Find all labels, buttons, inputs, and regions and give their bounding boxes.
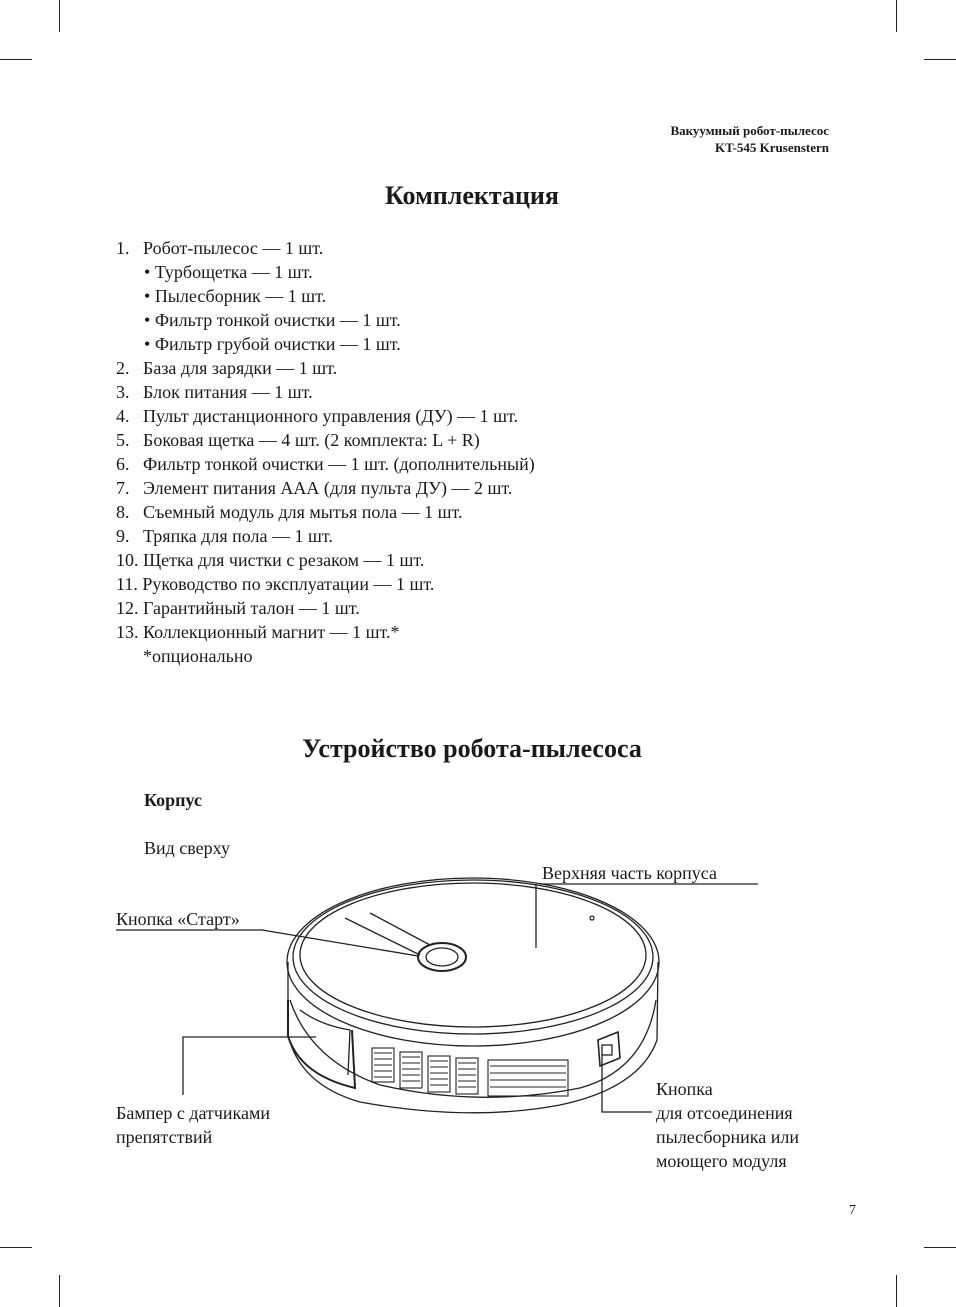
list-item: 3. Блок питания — 1 шт. xyxy=(116,382,313,402)
label-start-button: Кнопка «Старт» xyxy=(116,909,240,929)
list-item: 1. Робот-пылесос — 1 шт. xyxy=(116,238,324,258)
list-sub-item: • Пылесборник — 1 шт. xyxy=(144,286,327,306)
list-item: 13. Коллекционный магнит — 1 шт.* xyxy=(116,622,400,642)
list-sub-item: • Фильтр тонкой очистки — 1 шт. xyxy=(144,310,401,330)
optional-note: *опционально xyxy=(143,646,253,666)
list-item: 11. Руководство по эксплуатации — 1 шт. xyxy=(116,574,435,594)
view-caption: Вид сверху xyxy=(144,838,230,858)
list-sub-item: • Турбощетка — 1 шт. xyxy=(144,262,313,282)
list-item: 7. Элемент питания ААА (для пульта ДУ) — 2 шт. xyxy=(116,478,513,498)
label-bumper: Бампер с датчиками препятствий xyxy=(116,1103,271,1147)
list-sub-item: • Фильтр грубой очистки — 1 шт. xyxy=(144,334,401,354)
list-item: 10. Щетка для чистки с резаком — 1 шт. xyxy=(116,550,425,570)
header-product-type: Вакуумный робот-пылесос xyxy=(670,123,829,138)
list-item: 2. База для зарядки — 1 шт. xyxy=(116,358,338,378)
sensor-dot xyxy=(590,916,594,920)
top-cover-highlight xyxy=(370,913,430,945)
top-cover-edge xyxy=(293,880,653,1034)
list-item: 9. Тряпка для пола — 1 шт. xyxy=(116,526,333,546)
label-release-button: Кнопка для отсоединения пылесборника или моющего модуля xyxy=(656,1079,799,1171)
list-item: 4. Пульт дистанционного управления (ДУ) — 1 шт. xyxy=(116,406,519,426)
bumper xyxy=(288,1000,355,1088)
leader-release-button xyxy=(602,1055,652,1112)
release-button xyxy=(598,1032,620,1066)
top-cover-panel xyxy=(300,883,646,1027)
list-item: 6. Фильтр тонкой очистки — 1 шт. (дополнительный) xyxy=(116,454,535,474)
release-button-icon xyxy=(602,1045,612,1055)
body-side-seam xyxy=(290,1000,656,1097)
page-number: 7 xyxy=(849,1203,856,1218)
start-button-ring xyxy=(418,943,466,971)
list-item: 8. Съемный модуль для мытья пола — 1 шт. xyxy=(116,502,463,522)
list-item: 5. Боковая щетка — 4 шт. (2 комплекта: L + R) xyxy=(116,430,480,450)
leader-bumper xyxy=(183,1037,316,1095)
subsection-title-body: Корпус xyxy=(144,790,202,810)
leader-start-button xyxy=(116,930,418,956)
start-button-icon xyxy=(426,948,458,966)
section-title-contents: Комплектация xyxy=(385,181,559,210)
label-top-cover: Верхняя часть корпуса xyxy=(542,863,717,883)
section-title-device: Устройство робота-пылесоса xyxy=(302,734,642,763)
list-item: 12. Гарантийный талон — 1 шт. xyxy=(116,598,360,618)
header-model: KT-545 Krusenstern xyxy=(715,140,829,155)
